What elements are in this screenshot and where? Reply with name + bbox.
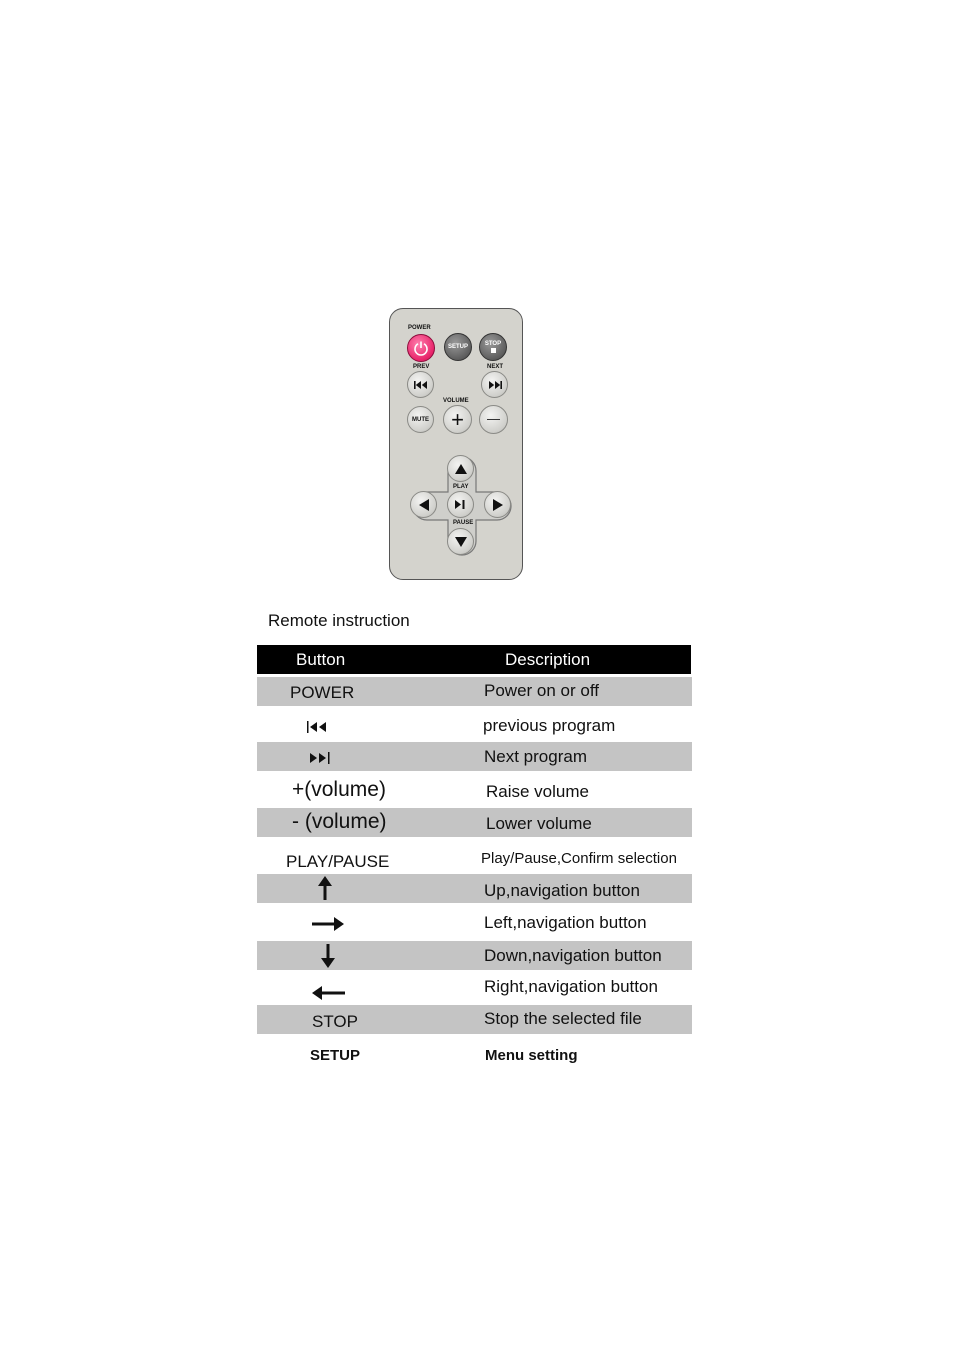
section-heading: Remote instruction: [268, 611, 410, 630]
next-label: NEXT: [487, 364, 504, 370]
remote-control-illustration: [389, 308, 523, 580]
next-icon: [488, 381, 502, 389]
play-label: PLAY: [453, 484, 469, 490]
description-cell: Stop the selected file: [484, 1009, 642, 1028]
volume-up-button: [443, 405, 472, 434]
description-cell: Lower volume: [486, 814, 592, 833]
arrow-left-icon: [312, 986, 345, 1005]
setup-button-label: SETUP: [447, 344, 468, 350]
volume-label: VOLUME: [443, 398, 469, 404]
column-header-description: Description: [505, 650, 591, 669]
arrow-right-icon: [312, 917, 344, 936]
description-cell: Up,navigation button: [484, 881, 640, 900]
table-row: [257, 742, 692, 771]
next-icon: [309, 751, 331, 769]
down-button: [447, 528, 474, 555]
prev-icon: [414, 381, 428, 389]
prev-button: [407, 371, 434, 398]
description-cell: Down,navigation button: [484, 946, 662, 965]
table-row: [257, 1040, 692, 1070]
description-cell: Menu setting: [485, 1047, 578, 1064]
description-cell: Raise volume: [486, 782, 589, 801]
plus-icon: +: [451, 406, 464, 432]
play-pause-button: [447, 491, 474, 518]
minus-icon: [487, 419, 500, 421]
stop-button-label: STOP: [484, 341, 502, 347]
table-row: [257, 972, 692, 1003]
description-cell: previous program: [483, 716, 616, 735]
button-cell: PLAY/PAUSE: [286, 852, 390, 871]
stop-button: [479, 333, 507, 361]
table-row: [257, 808, 692, 837]
description-cell: Left,navigation button: [484, 913, 647, 932]
volume-down-button: [479, 405, 508, 434]
prev-icon: [307, 720, 329, 738]
button-cell: - (volume): [292, 810, 387, 833]
play-pause-icon: [455, 500, 466, 509]
mute-button-label: MUTE: [412, 416, 429, 423]
button-cell: SETUP: [310, 1047, 361, 1064]
triangle-down-icon: [455, 537, 467, 547]
power-label: POWER: [408, 325, 431, 331]
table-header: [257, 645, 691, 674]
power-button: [407, 334, 435, 362]
button-cell: +(volume): [292, 778, 386, 801]
table-row: [257, 775, 692, 806]
button-cell: POWER: [290, 683, 355, 702]
description-cell: Next program: [484, 747, 587, 766]
setup-button: [444, 333, 472, 361]
button-cell: STOP: [312, 1012, 358, 1031]
right-button: [484, 491, 511, 518]
triangle-left-icon: [419, 499, 429, 511]
prev-label: PREV: [413, 364, 430, 370]
next-button: [481, 371, 508, 398]
left-button: [410, 491, 437, 518]
arrow-up-icon: [318, 876, 332, 905]
table-row: [257, 1005, 692, 1034]
table-row: [257, 906, 692, 936]
description-cell: Power on or off: [484, 681, 599, 700]
description-cell: Play/Pause,Confirm selection: [481, 850, 677, 867]
pause-label: PAUSE: [453, 520, 474, 526]
stop-icon: [491, 348, 496, 353]
triangle-right-icon: [493, 499, 503, 511]
mute-button: [407, 406, 434, 433]
table-row: [257, 677, 692, 706]
up-button: [447, 455, 474, 482]
table-row: [257, 843, 697, 873]
table-row: [257, 874, 692, 903]
power-icon: [413, 340, 429, 356]
triangle-up-icon: [455, 464, 467, 474]
column-header-button: Button: [296, 650, 346, 669]
table-row: [257, 941, 692, 970]
table-row: [257, 710, 692, 740]
arrow-down-icon: [321, 944, 335, 973]
description-cell: Right,navigation button: [484, 977, 658, 996]
